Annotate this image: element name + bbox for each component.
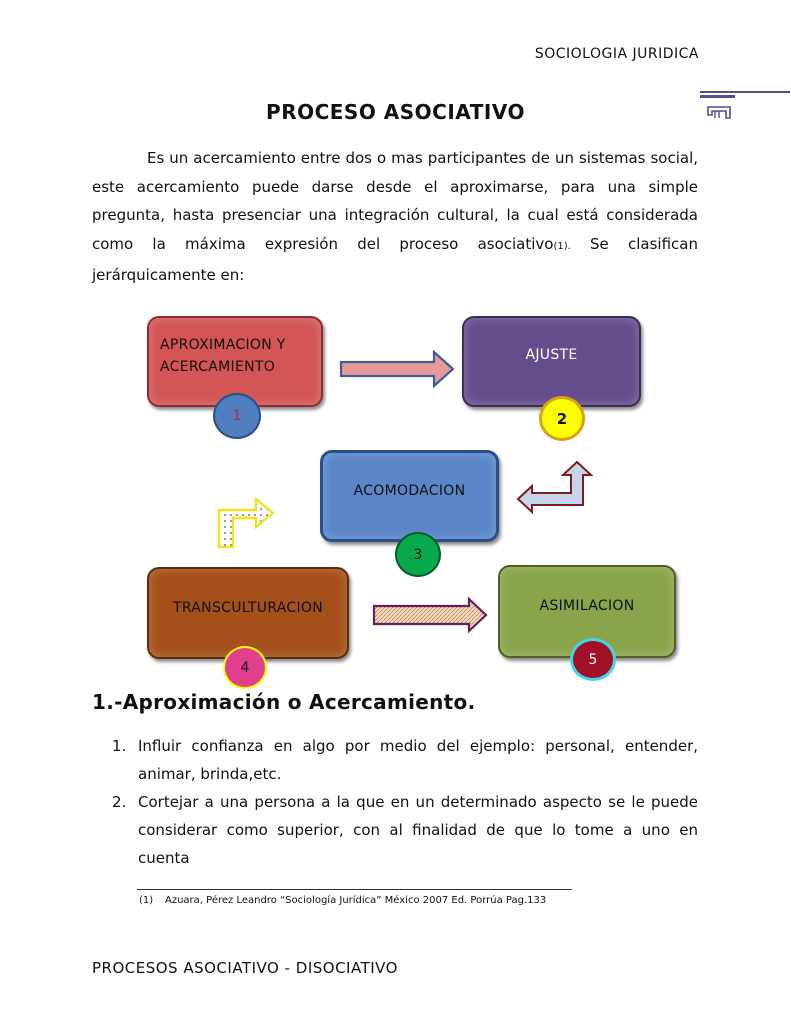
list-item-number: 1. [112,737,127,755]
intro-citation: (1). [553,240,571,252]
step-number-badge: 1 [213,393,261,439]
step-box-transculturacion [147,567,349,659]
intro-paragraph [92,144,698,290]
step-label: ACOMODACION [353,483,466,499]
list-item [112,788,698,872]
list-item-text: Influir confianza en algo por medio del ejemplo: personal, entender, animar, brinda,etc. [138,737,698,783]
intro-text: Es un acercamiento entre dos o mas participantes de un sistemas social, este acercamiento puede darse desde el aproximarse, para una simple pregunta, hasta presenciar una integración cultural, la cual está considerada como la máxima expresión del proceso asociativo [92,149,698,253]
bent-arrow-right-icon [216,494,276,550]
section-heading: 1.-Aproximación o Acercamiento. [92,690,476,714]
list-item [112,732,698,788]
list-item-number: 2. [112,793,127,811]
intro-text-after: Se clasifican jerárquicamente en: [92,234,698,284]
step-label: AJUSTE [525,347,578,363]
step-label: TRANSCULTURACION [172,600,324,616]
arrow-right-icon [338,349,456,389]
step-number-badge: 4 [223,646,267,689]
footnote [139,895,546,906]
step-number-badge: 2 [539,396,585,441]
bent-arrow-up-icon [515,459,595,513]
running-header: SOCIOLOGIA JURIDICA [534,46,699,62]
footnote-text: Azuara, Pérez Leandro “Sociología Jurídica” México 2007 Ed. Porrúa Pag.133 [165,895,547,906]
list-item-text: Cortejar a una persona a la que en un determinado aspecto se le puede considerar como superior, con al finalidad de que lo tome a uno en cuenta [138,793,698,867]
header-rule-accent [700,95,735,98]
step-box-acomodacion [320,450,499,542]
step-box-ajuste [462,316,641,407]
arrow-right-icon [371,597,489,633]
step-number-badge: 5 [570,638,616,681]
numbered-list [112,732,698,872]
step-number-badge: 3 [395,532,441,577]
header-rule [700,91,790,93]
step-label: APROXIMACION Y ACERCAMIENTO [160,337,286,375]
footnote-separator [137,889,572,890]
page-title: PROCESO ASOCIATIVO [266,100,525,124]
page-footer: PROCESOS ASOCIATIVO - DISOCIATIVO [92,959,398,977]
footnote-number: (1) [139,895,154,906]
step-label: ASIMILACION [539,598,635,614]
